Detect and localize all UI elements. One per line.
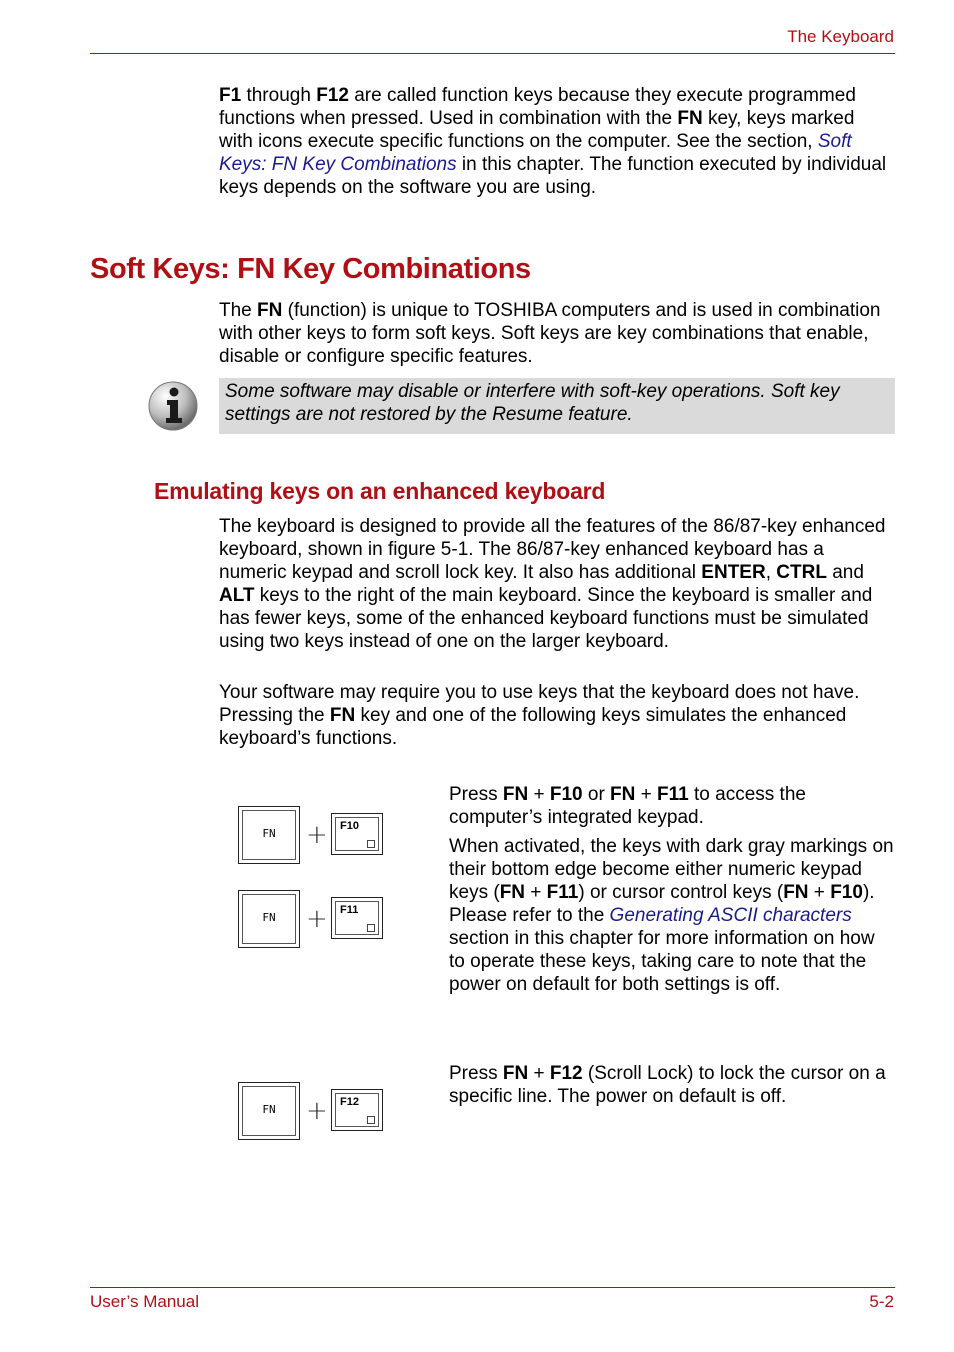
fn-f10-combo — [238, 806, 388, 864]
key-ref: FN — [502, 784, 529, 805]
text: or — [582, 784, 611, 805]
text: section in this chapter for more information on how to operate these keys, taking care to note that the power on default for both settings is off. — [449, 928, 875, 995]
subsection-heading: Emulating keys on an enhanced keyboard — [154, 478, 606, 504]
key-ref: FN — [610, 784, 636, 805]
text: are called function keys because they execute programmed functions when pressed. Used in combination with the — [219, 85, 856, 129]
text: + — [528, 1063, 550, 1084]
intro-paragraph — [219, 84, 889, 199]
key-cap: FN — [262, 827, 276, 840]
plus-icon: + — [306, 820, 328, 850]
text: ) or cursor control keys ( — [578, 882, 784, 903]
manual-title: User’s Manual — [90, 1292, 199, 1311]
key-ref: FN — [783, 882, 809, 903]
key-ref: FN — [329, 705, 356, 726]
keypad-icon — [367, 840, 375, 848]
key-cap: F10 — [340, 820, 359, 832]
text: keys to the right of the main keyboard. Since the keyboard is smaller and has fewer keys, some of the enhanced keyboard functions must be simulated using two keys instead of one on the larger keyboard. — [219, 585, 873, 652]
key-ref: F11 — [657, 784, 689, 805]
text: key and one of the following keys simulates the enhanced keyboard’s functions. — [219, 705, 847, 749]
note-box — [219, 378, 895, 434]
text: (function) is unique to TOSHIBA computers and is used in combination with other keys to form soft keys. Soft keys are key combinations that enable, disable or configure specific features. — [219, 300, 881, 367]
text: Press — [449, 1063, 503, 1084]
text: and — [826, 562, 864, 583]
text: key, keys marked with icons execute specific functions on the computer. See the section, — [219, 108, 855, 152]
key-cap: F12 — [340, 1096, 359, 1108]
section-title: The Keyboard — [787, 27, 894, 46]
text: to access the computer’s integrated keypad. — [449, 784, 806, 828]
key-ref: CTRL — [776, 562, 827, 583]
text: When activated, the keys with dark gray markings on their bottom edge become either numeric keypad keys ( — [449, 836, 894, 903]
numlock-icon — [367, 924, 375, 932]
section-heading: Soft Keys: FN Key Combinations — [90, 253, 531, 285]
ascii-link[interactable]: Generating ASCII characters — [609, 905, 852, 926]
key-ref: FN — [677, 108, 703, 129]
text: through — [241, 85, 317, 106]
plus-icon: + — [306, 1096, 328, 1126]
key-ref: FN — [502, 1063, 529, 1084]
text: + — [528, 784, 550, 805]
key-ref: F10 — [549, 784, 583, 805]
footer-rule — [90, 1287, 895, 1288]
scroll-lock-icon — [367, 1116, 375, 1124]
scroll-lock-paragraph — [449, 1062, 894, 1108]
text: The — [219, 300, 258, 321]
text: in this chapter. The function executed by individual keys depends on the software you are using. — [219, 154, 887, 198]
plus-icon: + — [306, 904, 328, 934]
fn-f12-combo — [238, 1082, 388, 1140]
text: + — [808, 882, 831, 903]
key-cap: F11 — [340, 904, 359, 916]
page-number: 5-2 — [869, 1292, 894, 1311]
emulate-paragraph-2 — [219, 681, 889, 750]
keypad-paragraph — [449, 783, 894, 829]
key-ref: FN — [499, 882, 526, 903]
key-ref: ENTER — [701, 562, 766, 583]
header-rule — [90, 53, 895, 54]
text: Your software may require you to use keys that the keyboard does not have. Pressing the — [219, 682, 860, 726]
emulate-paragraph-1 — [219, 515, 889, 653]
info-icon — [147, 380, 199, 432]
text: + — [635, 784, 658, 805]
f10-key — [331, 813, 383, 855]
fn-key — [238, 806, 300, 864]
text: ). Please refer to the — [449, 882, 875, 926]
keypad-description — [449, 835, 894, 996]
key-ref: F1 — [219, 85, 242, 106]
fn-key — [238, 890, 300, 948]
key-cap: FN — [262, 1103, 276, 1116]
key-cap: FN — [262, 911, 276, 924]
key-ref: F12 — [549, 1063, 583, 1084]
key-ref: FN — [257, 300, 283, 321]
key-ref: ALT — [219, 585, 255, 606]
fn-f11-combo — [238, 890, 388, 948]
key-ref: F10 — [830, 882, 863, 903]
fn-key — [238, 1082, 300, 1140]
text: + — [525, 882, 547, 903]
text: , — [765, 562, 777, 583]
soft-keys-link[interactable]: Soft Keys: FN Key Combinations — [219, 131, 852, 175]
fn-paragraph — [219, 299, 889, 368]
note-text: Some software may disable or interfere with soft-key operations. Soft key settings are not restored by the Resume feature. — [225, 381, 840, 425]
text: Press — [449, 784, 503, 805]
text: The keyboard is designed to provide all the features of the 86/87-key enhanced keyboard, shown in figure 5-1. The 86/87-key enhanced keyboard has a numeric keypad and scroll lock key. It also has additional — [219, 516, 886, 583]
key-ref: F11 — [546, 882, 579, 903]
f11-key — [331, 897, 383, 939]
text: (Scroll Lock) to lock the cursor on a specific line. The power on default is off. — [449, 1063, 886, 1107]
f12-key — [331, 1089, 383, 1131]
key-ref: F12 — [316, 85, 349, 106]
